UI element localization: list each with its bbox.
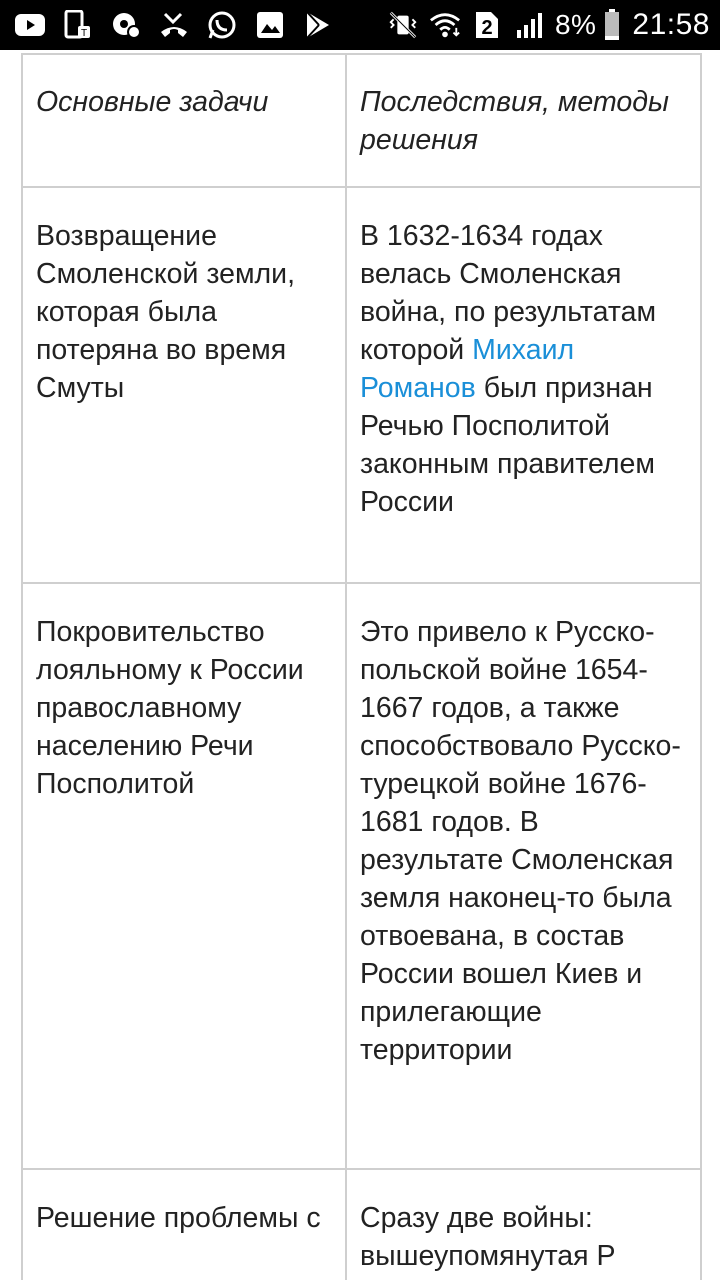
table-cell-result	[346, 187, 701, 583]
result-text-before-link: В 1632-1634 годах велась Смоленская война, по результатам которой	[360, 220, 657, 366]
task-text: Покровительство лояльному к России православному населению Речи Посполитой	[36, 616, 304, 800]
battery-percent: 8%	[554, 9, 597, 40]
table-row	[22, 1169, 701, 1280]
sim-label: 2	[481, 17, 493, 39]
result-text: Это привело к Русско-польской войне 1654-1667 годов, а также способствовало Русско-турецкой войне 1676-1681 годов. В результате Смоленская земля наконец-то была отвоевана, в состав России вошел Киев и прилегающие территории	[360, 616, 681, 1066]
whatsapp-icon	[206, 9, 238, 41]
vibrate-mute-icon	[387, 9, 419, 41]
page-content[interactable]	[0, 50, 720, 1280]
wifi-icon	[429, 9, 461, 41]
clock: 21:58	[632, 8, 710, 41]
system-indicators	[387, 8, 710, 42]
table-header-cell	[22, 54, 346, 187]
table-header-cell	[346, 54, 701, 187]
mikhail-romanov-link[interactable]: Михаил Романов	[360, 334, 575, 404]
header-main-tasks: Основные задачи	[36, 86, 269, 118]
table-row	[22, 583, 701, 1169]
settings-notification-icon	[110, 9, 142, 41]
play-store-icon	[302, 9, 334, 41]
phone-data-icon	[62, 9, 94, 41]
tasks-table	[21, 53, 702, 1280]
table-row	[22, 187, 701, 583]
notification-icons	[14, 9, 350, 41]
task-text: Решение проблемы с	[36, 1202, 321, 1234]
task-text: Возвращение Смоленской земли, которая была потеряна во время Смуты	[36, 220, 296, 404]
table-cell-result	[346, 583, 701, 1169]
table-cell-task	[22, 187, 346, 583]
sim-2-icon	[471, 9, 503, 41]
gallery-icon	[254, 9, 286, 41]
header-consequences: Последствия, методы решения	[360, 86, 669, 156]
table-cell-task	[22, 1169, 346, 1280]
result-text-after-link: был признан Речью Посполитой законным правителем России	[360, 372, 655, 518]
result-text	[347, 188, 700, 551]
signal-icon	[513, 9, 545, 41]
table-cell-result	[346, 1169, 701, 1280]
table-header-row	[22, 54, 701, 187]
result-text: Сразу две войны: вышеупомянутая Р	[360, 1202, 616, 1272]
youtube-icon	[14, 9, 46, 41]
status-bar	[0, 0, 720, 50]
svg-text:T: T	[80, 28, 88, 39]
table-cell-task	[22, 583, 346, 1169]
battery-icon	[602, 9, 622, 41]
missed-call-icon	[158, 9, 190, 41]
